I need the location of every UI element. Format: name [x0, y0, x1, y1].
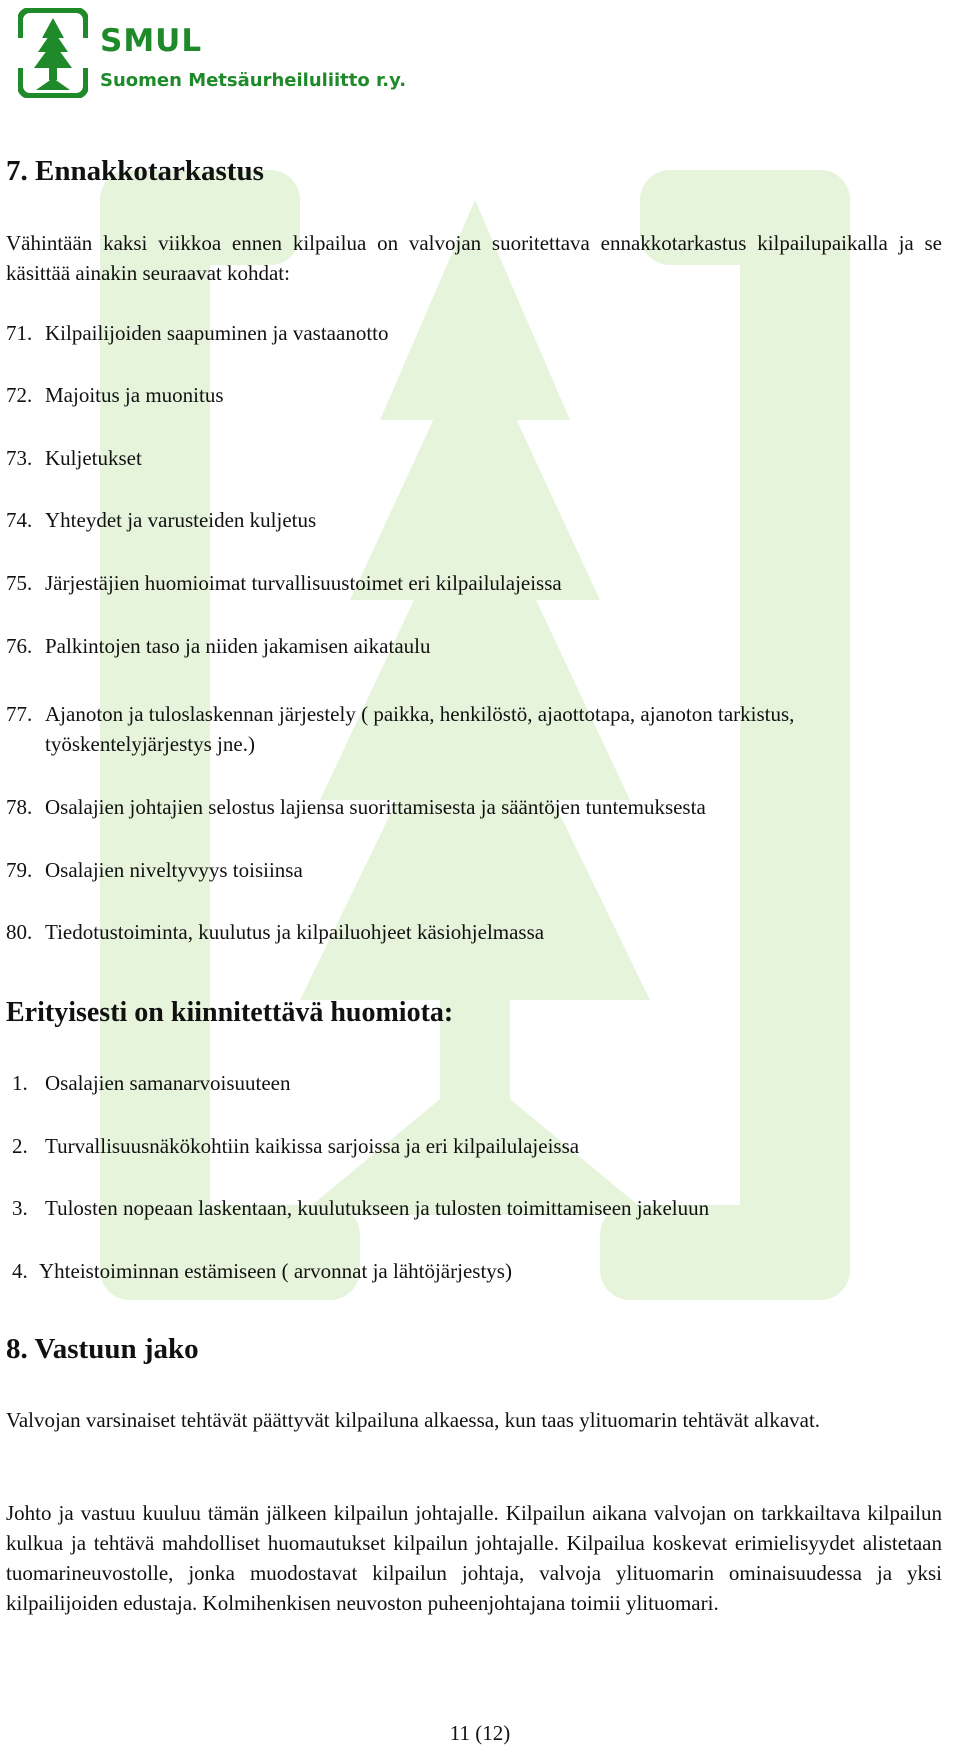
item-text: Palkintojen taso ja niiden jakamisen aikataulu: [45, 634, 431, 658]
item-number: 3.: [12, 1196, 28, 1220]
section7-heading: 7. Ennakkotarkastus: [6, 155, 264, 187]
attention-heading: Erityisesti on kiinnitettävä huomiota:: [6, 997, 454, 1028]
list-item: [12, 1256, 942, 1286]
item-text: Ajanoton ja tuloslaskennan järjestely ( paikka, henkilöstö, ajaottotapa, ajanoton tarkistus, työskentelyjärjestys jne.): [45, 702, 795, 756]
item-text: Yhteydet ja varusteiden kuljetus: [45, 508, 317, 532]
item-number: 1.: [12, 1071, 28, 1095]
item-text: Osalajien johtajien selostus lajiensa suorittamisesta ja sääntöjen tuntemuksesta: [45, 795, 706, 819]
logo-title: SMUL: [100, 23, 203, 59]
item-number: 78.: [6, 795, 33, 819]
item-number: 73.: [6, 446, 33, 470]
tree-icon: [18, 8, 88, 98]
list-item: [6, 917, 936, 947]
list-item: [6, 443, 936, 473]
list-item: [12, 1068, 942, 1098]
logo-subtitle: Suomen Metsäurheiluliitto r.y.: [100, 70, 407, 91]
item-number: 77.: [6, 702, 33, 726]
item-text: Osalajien niveltyvyys toisiinsa: [45, 858, 303, 882]
item-number: 79.: [6, 858, 33, 882]
item-number: 74.: [6, 508, 33, 532]
item-number: 72.: [6, 383, 33, 407]
list-item: [6, 699, 886, 759]
list-item: [6, 568, 936, 598]
item-number: 75.: [6, 571, 33, 595]
item-number: 76.: [6, 634, 33, 658]
item-text: Yhteistoiminnan estämiseen ( arvonnat ja lähtöjärjestys): [39, 1259, 512, 1283]
list-item: [12, 1193, 942, 1223]
header-logo: [18, 8, 458, 100]
item-number: 80.: [6, 920, 33, 944]
section8-heading: 8. Vastuun jako: [6, 1333, 199, 1365]
list-item: [6, 505, 936, 535]
list-item: [12, 1131, 942, 1161]
list-item: [6, 318, 936, 348]
item-number: 71.: [6, 321, 33, 345]
item-text: Turvallisuusnäkökohtiin kaikissa sarjoissa ja eri kilpailulajeissa: [45, 1134, 580, 1158]
item-text: Osalajien samanarvoisuuteen: [45, 1071, 291, 1095]
section8-paragraph-1: Valvojan varsinaiset tehtävät päättyvät kilpailuna alkaessa, kun taas ylituomarin tehtävät alkavat.: [6, 1408, 821, 1432]
list-item: [6, 792, 936, 822]
list-item: [6, 380, 936, 410]
list-item: [6, 631, 936, 661]
page-number: 11 (12): [449, 1721, 511, 1745]
item-text: Majoitus ja muonitus: [45, 383, 224, 407]
item-text: Järjestäjien huomioimat turvallisuustoimet eri kilpailulajeissa: [45, 571, 562, 595]
item-text: Kilpailijoiden saapuminen ja vastaanotto: [45, 321, 389, 345]
item-text: Tulosten nopeaan laskentaan, kuulutukseen ja tulosten toimittamiseen jakeluun: [45, 1196, 710, 1220]
section8-paragraph-2: Johto ja vastuu kuuluu tämän jälkeen kilpailun johtajalle. Kilpailun aikana valvojan on tarkkailtava kilpailun kulkua ja tehtävä mahdolliset huomautukset kilpailun johtajalle. Kilpailua koskevat erimielisyydet alistetaan tuomarineuvostolle, jonka muodostavat kilpailun johtaja, valvoja ylituomarin ominaisuudessa ja yksi kilpailijoiden edustaja. Kolmihenkisen neuvoston puheenjohtajana toimii ylituomari.: [6, 1501, 942, 1615]
item-text: Kuljetukset: [45, 446, 142, 470]
section7-intro: Vähintään kaksi viikkoa ennen kilpailua on valvojan suoritettava ennakkotarkastus kilpailupaikalla ja se käsittää ainakin seuraavat kohdat:: [6, 231, 942, 285]
list-item: [6, 855, 936, 885]
item-number: 2.: [12, 1134, 28, 1158]
item-number: 4.: [12, 1259, 28, 1283]
item-text: Tiedotustoiminta, kuulutus ja kilpailuohjeet käsiohjelmassa: [45, 920, 545, 944]
